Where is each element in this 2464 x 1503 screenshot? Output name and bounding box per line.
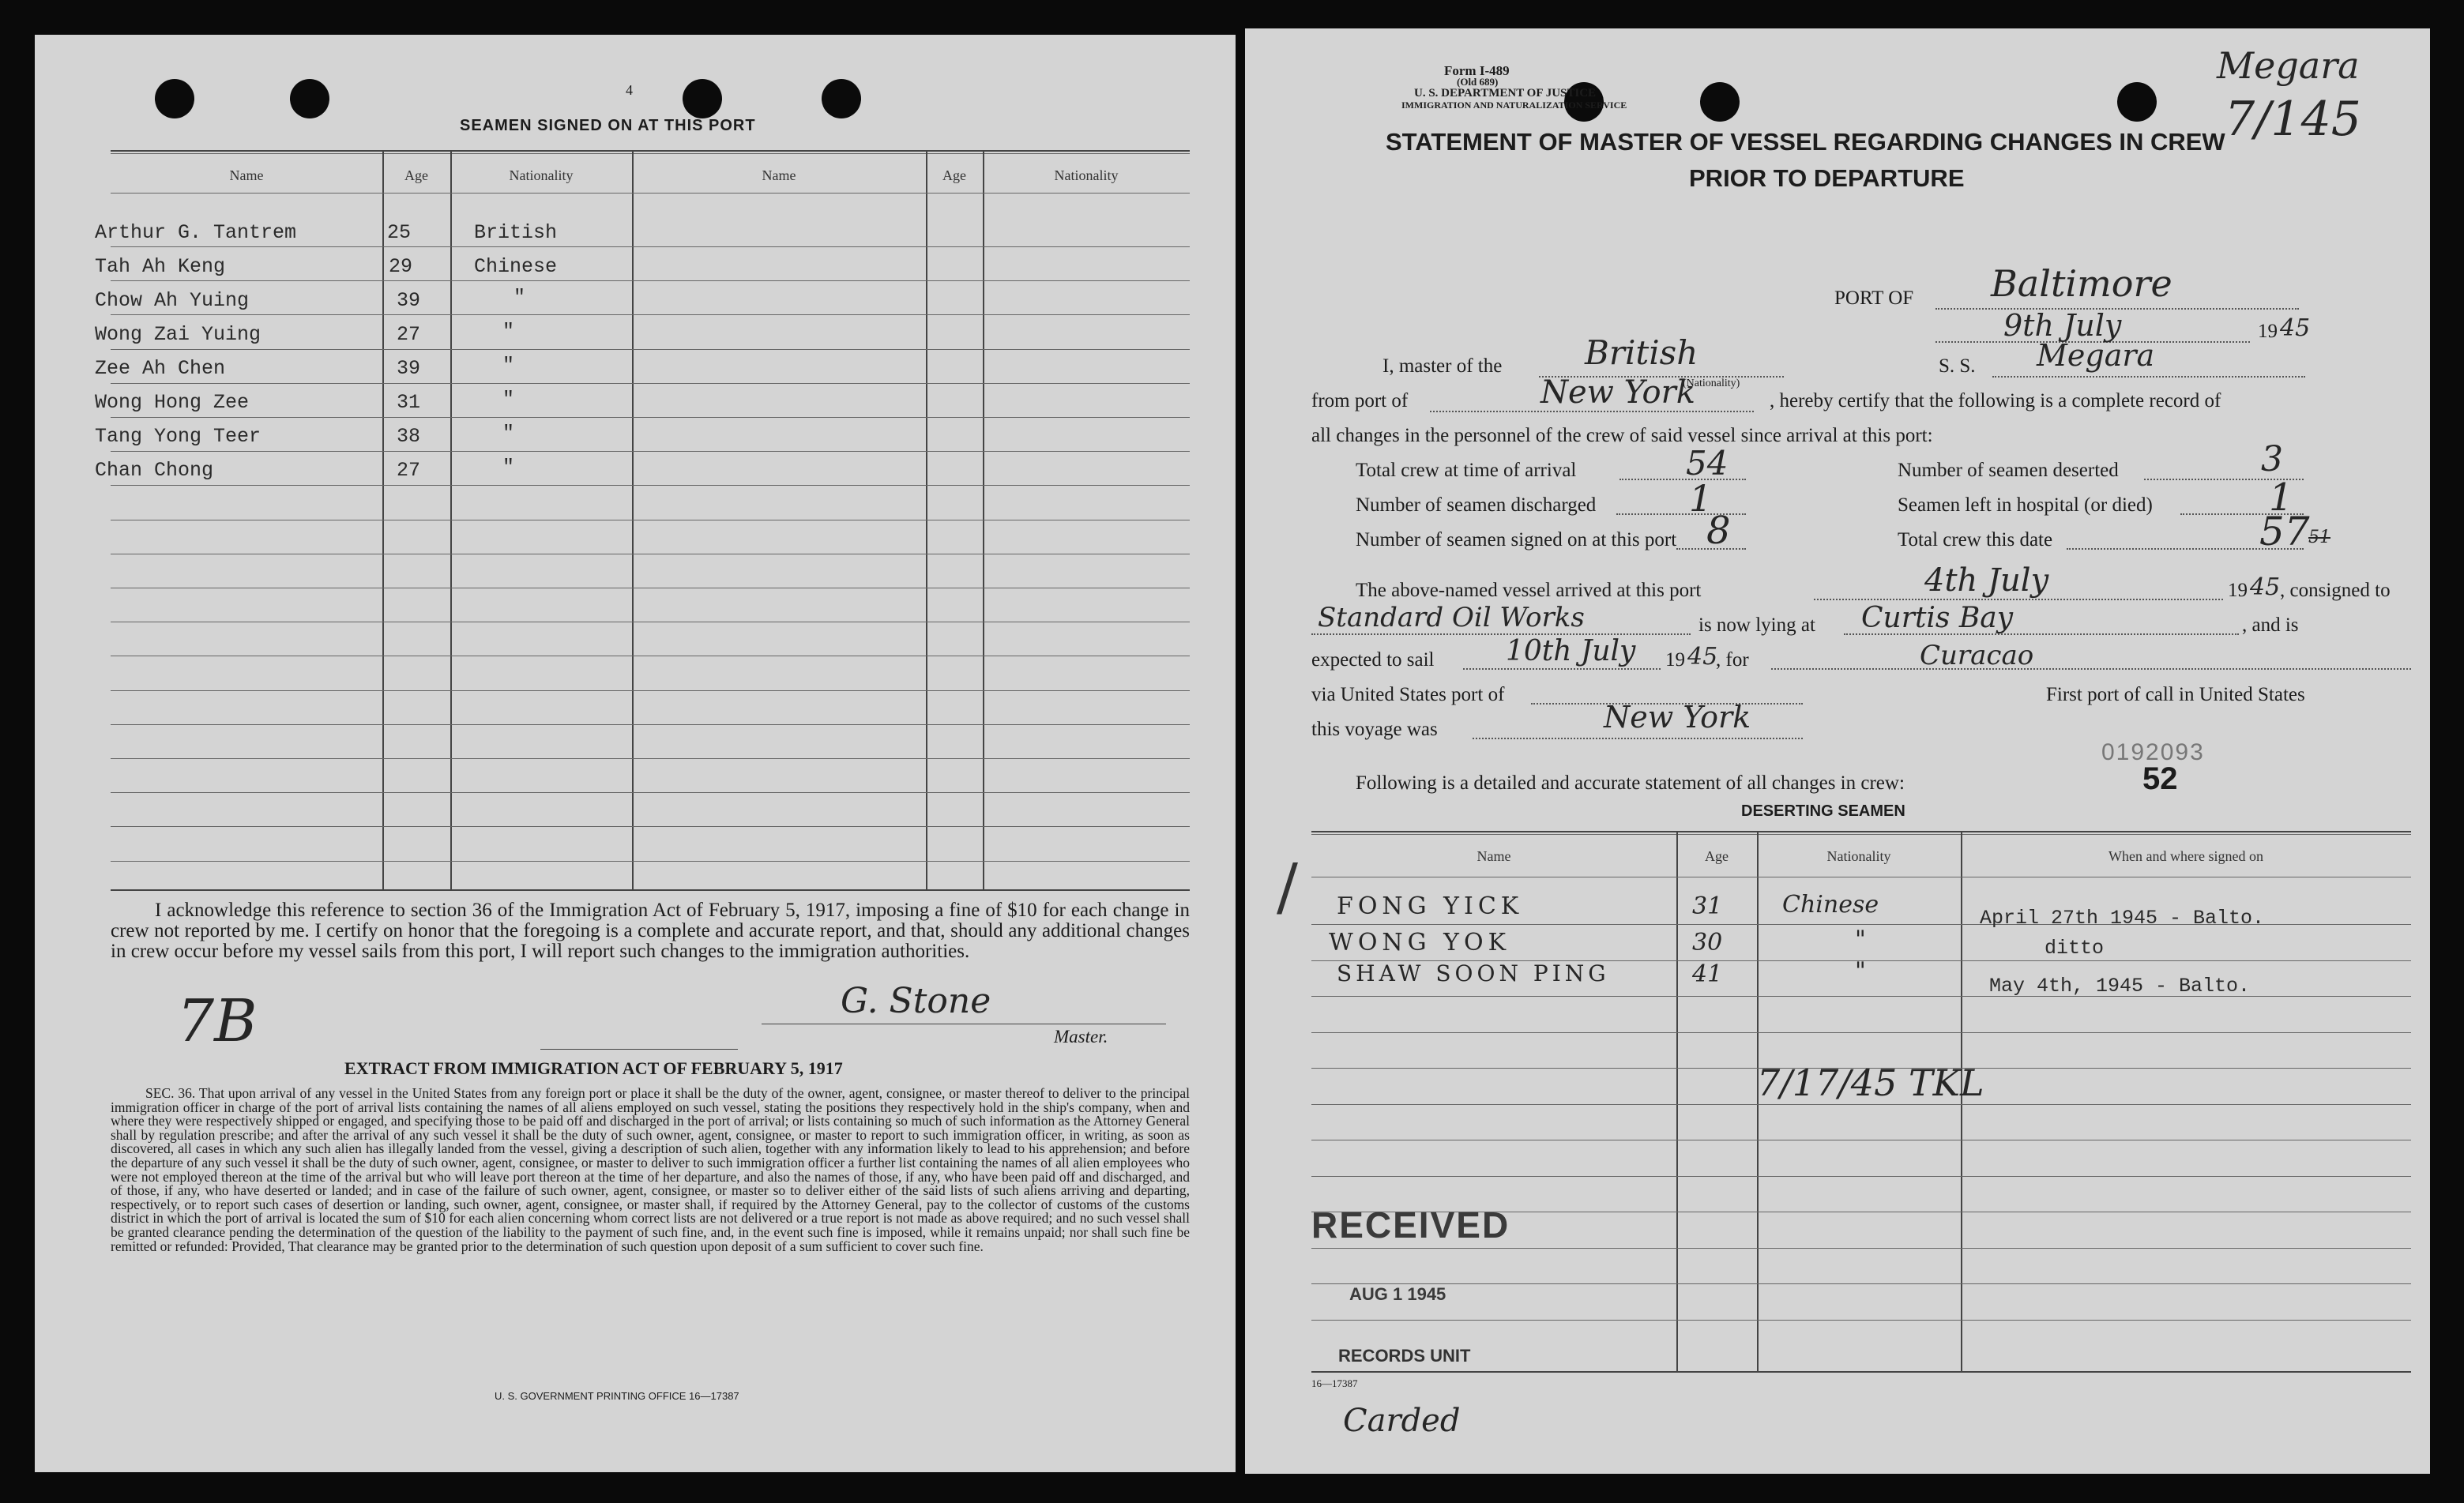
ruled-line bbox=[1311, 1320, 2411, 1321]
from-port-value: New York bbox=[1540, 374, 1695, 411]
seaman-name: Arthur G. Tantrem bbox=[95, 221, 297, 244]
stamp-number: 0192093 bbox=[2101, 739, 2205, 765]
signed-on-label: Number of seamen signed on at this port bbox=[1356, 529, 1677, 550]
ship-name: Megara bbox=[2037, 338, 2155, 373]
seaman-nationality: British bbox=[474, 221, 558, 244]
ruled-line bbox=[111, 690, 1190, 691]
col-header-age: Age bbox=[404, 167, 428, 183]
footer-code: 16—17387 bbox=[1311, 1377, 1358, 1389]
carded-note: Carded bbox=[1343, 1403, 1461, 1439]
arrived-date: 4th July bbox=[1924, 562, 2049, 599]
sail-date: 10th July bbox=[1506, 635, 1636, 667]
from-port-label: from port of bbox=[1311, 390, 1409, 411]
seaman-name: Tang Yong Teer bbox=[95, 425, 261, 448]
deserter-name: SHAW SOON PING bbox=[1337, 960, 1610, 986]
consigned-label: , consigned to bbox=[2280, 580, 2391, 601]
col-header-age-2: Age bbox=[942, 167, 966, 183]
ruled-line bbox=[1311, 1248, 2411, 1249]
ruled-line bbox=[111, 383, 1190, 384]
col-header-signed-on: When and where signed on bbox=[2109, 848, 2263, 864]
deserter-signed-on: April 27th 1945 - Balto. bbox=[1980, 907, 2265, 930]
col-header-name: Name bbox=[1477, 848, 1511, 864]
col-header-age: Age bbox=[1705, 848, 1729, 864]
lying-label: is now lying at bbox=[1698, 614, 1815, 636]
seaman-name: Wong Zai Yuing bbox=[95, 323, 261, 346]
seaman-age: 29 bbox=[389, 255, 413, 278]
corner-ship-note: Megara bbox=[2217, 44, 2360, 87]
seaman-nationality: " bbox=[502, 320, 515, 343]
total-date-label: Total crew this date bbox=[1898, 529, 2053, 550]
deserter-nationality: " bbox=[1855, 957, 1866, 985]
following-label: Following is a detailed and accurate statement of all changes in crew: bbox=[1356, 772, 1905, 794]
punch-hole bbox=[1700, 82, 1740, 122]
form-old: (Old 689) bbox=[1457, 76, 1499, 88]
voyage-value: New York bbox=[1604, 700, 1751, 735]
ruled-line bbox=[111, 792, 1190, 793]
records-unit-stamp: RECORDS UNIT bbox=[1338, 1346, 1471, 1366]
section-title: SEAMEN SIGNED ON AT THIS PORT bbox=[460, 117, 756, 134]
col-header-nationality: Nationality bbox=[509, 167, 574, 183]
deserter-age: 30 bbox=[1692, 929, 1723, 956]
certify-text-2: all changes in the personnel of the crew of said vessel since arrival at this port: bbox=[1311, 425, 1933, 446]
seaman-age: 39 bbox=[397, 289, 421, 312]
service: IMMIGRATION AND NATURALIZATION SERVICE bbox=[1401, 100, 1627, 111]
received-date-stamp: AUG 1 1945 bbox=[1349, 1284, 1446, 1304]
seaman-nationality: " bbox=[502, 456, 515, 479]
master-signature: G. Stone bbox=[841, 981, 991, 1021]
ss-label: S. S. bbox=[1939, 355, 1976, 377]
deserted-label: Number of seamen deserted bbox=[1898, 460, 2119, 481]
ruled-line bbox=[111, 724, 1190, 725]
col-header-nationality: Nationality bbox=[1826, 848, 1891, 864]
seaman-nationality: Chinese bbox=[474, 255, 558, 278]
corner-number: 7/145 bbox=[2225, 92, 2361, 147]
seaman-name: Chan Chong bbox=[95, 459, 214, 482]
left-page bbox=[35, 35, 1236, 1472]
date-scribble: 7/17/45 TKL bbox=[1757, 1061, 1984, 1104]
sail-year: 19 bbox=[1665, 649, 1685, 671]
page-number: 4 bbox=[626, 82, 633, 98]
col-header-name: Name bbox=[229, 167, 264, 183]
port-label: PORT OF bbox=[1834, 287, 1914, 309]
via-label: via United States port of bbox=[1311, 684, 1505, 705]
punch-hole bbox=[290, 79, 329, 118]
seaman-age: 38 bbox=[397, 425, 421, 448]
seaman-name: Chow Ah Yuing bbox=[95, 289, 250, 312]
seaman-nationality: " bbox=[502, 388, 515, 411]
first-port-label: First port of call in United States bbox=[2046, 684, 2305, 705]
col-header-nationality-2: Nationality bbox=[1054, 167, 1119, 183]
signed-on-value: 8 bbox=[1706, 509, 1731, 553]
consignee: Standard Oil Works bbox=[1318, 602, 1585, 633]
received-stamp: RECEIVED bbox=[1311, 1204, 1510, 1246]
seaman-age: 31 bbox=[397, 391, 421, 414]
printing-office: U. S. GOVERNMENT PRINTING OFFICE 16—17387 bbox=[495, 1390, 739, 1402]
punch-hole bbox=[155, 79, 194, 118]
for-value: Curacao bbox=[1920, 640, 2034, 671]
ruled-line bbox=[111, 417, 1190, 418]
extract-title: EXTRACT FROM IMMIGRATION ACT OF FEBRUARY 5, 1917 bbox=[344, 1058, 843, 1078]
col-header-name-2: Name bbox=[762, 167, 796, 183]
expected-label: expected to sail bbox=[1311, 649, 1435, 671]
lying-value: Curtis Bay bbox=[1861, 602, 2014, 634]
ruled-line bbox=[111, 280, 1190, 281]
deserter-nationality: Chinese bbox=[1782, 891, 1879, 919]
deserter-signed-on: ditto bbox=[2045, 937, 2105, 960]
margin-note: 7B bbox=[177, 987, 258, 1055]
arrived-year: 19 bbox=[2228, 580, 2248, 601]
voyage-label: this voyage was bbox=[1311, 719, 1438, 740]
seaman-name: Wong Hong Zee bbox=[95, 391, 250, 414]
hospital-label: Seamen left in hospital (or died) bbox=[1898, 494, 2153, 516]
for-label: , for bbox=[1716, 649, 1749, 671]
deserter-name: WONG YOK bbox=[1329, 929, 1510, 956]
date-value: 9th July bbox=[2003, 308, 2122, 343]
statute-text: SEC. 36. That upon arrival of any vessel in the United States from any foreign port or place it shall be the duty of the owner, agent, consignee, or master thereof to deliver to the principal immigration officer in charge of the port of arrival lists containing the names of all aliens employed on such vessel, stating the positions they respectively hold in the ship's company, when and where they were respectively shipped or engaged, and specifying those to be paid off and discharged in the port of arrival; or lists containing so much of such information as the Attorney General shall by regulation prescribe; and after the arrival of any such vessel it shall be the duty of such owner, agent, consignee, or master to report to such immigration officer, in writing, as soon as discovered, all cases in which any such alien has illegally landed from the vessel, giving a description of such alien, together with any information likely to lead to his apprehension; and before the departure of any such vessel it shall be the duty of such owner, agent, consignee, or master to deliver to such immigration officer a further list containing the names of all alien employees who were not employed thereon at the time of the arrival but who will leave port thereon at the time of her departure, and also the names of those, if any, who have been paid off and discharged, and of those, if any, who have deserted or landed; and in case of the failure of such owner, agent, consignee, or master so to deliver either of the said lists of such aliens arriving and departing, respectively, or to report such cases of desertion or landing, such owner, agent, consignee, or master shall, if required by the Attorney General, pay to the collector of customs of the customs district in which the port of arrival is located the sum of $10 for each alien concerning whom correct lists are not delivered or a true report is not made as above required; and no such vessel shall be granted clearance pending the determination of the question of the liability to the payment of such fine, and, in the event such fine is imposed, while it remains unpaid; nor shall such fine be remitted or refunded: Provided, That clearance may be granted prior to the determination of such question upon deposit of a sum sufficient to cover such fine. bbox=[111, 1085, 1190, 1254]
deserting-title: DESERTING SEAMEN bbox=[1741, 802, 1905, 820]
year-value: 45 bbox=[2280, 314, 2311, 342]
seaman-nationality: " bbox=[502, 422, 515, 445]
total-date-value: 57 bbox=[2259, 509, 2310, 554]
seaman-name: Zee Ah Chen bbox=[95, 357, 226, 380]
form-number: Form I-489 bbox=[1444, 63, 1510, 78]
seaman-nationality: " bbox=[502, 354, 515, 377]
ruled-line bbox=[1311, 1283, 2411, 1284]
total-arrival-value: 54 bbox=[1686, 444, 1729, 483]
and-is-label: , and is bbox=[2242, 614, 2299, 636]
discharged-label: Number of seamen discharged bbox=[1356, 494, 1597, 516]
ruled-line bbox=[111, 246, 1190, 247]
seaman-name: Tah Ah Keng bbox=[95, 255, 226, 278]
nationality-caption: (Nationality) bbox=[1683, 378, 1740, 389]
punch-hole bbox=[683, 79, 722, 118]
ruled-line bbox=[1311, 1032, 2411, 1033]
sail-year-value: 45 bbox=[1687, 643, 1718, 671]
seaman-nationality: " bbox=[513, 286, 526, 309]
ruled-line bbox=[111, 349, 1190, 350]
total-arrival-label: Total crew at time of arrival bbox=[1356, 460, 1577, 481]
form-title-2: PRIOR TO DEPARTURE bbox=[1689, 164, 1965, 192]
seaman-age: 25 bbox=[387, 221, 412, 244]
department: U. S. DEPARTMENT OF JUSTICE bbox=[1414, 87, 1597, 100]
arrived-year-value: 45 bbox=[2250, 573, 2281, 601]
ruled-line bbox=[111, 485, 1190, 486]
ruled-line bbox=[111, 826, 1190, 827]
seaman-age: 27 bbox=[397, 323, 421, 346]
deserter-age: 31 bbox=[1692, 892, 1723, 920]
ruled-line bbox=[1311, 1176, 2411, 1177]
nationality-value: British bbox=[1585, 333, 1698, 372]
punch-hole bbox=[2117, 82, 2157, 122]
port-value: Baltimore bbox=[1991, 262, 2172, 305]
certify-text: , hereby certify that the following is a complete record of bbox=[1770, 390, 2221, 411]
seaman-age: 39 bbox=[397, 357, 421, 380]
changes-number: 52 bbox=[2142, 761, 2178, 796]
master-of-the-label: I, master of the bbox=[1382, 355, 1503, 377]
deserted-value: 3 bbox=[2261, 439, 2283, 479]
ruled-line bbox=[111, 861, 1190, 862]
deserter-signed-on: May 4th, 1945 - Balto. bbox=[1989, 975, 2251, 998]
right-page bbox=[1245, 28, 2430, 1474]
acknowledgement-text: I acknowledge this reference to section 36 of the Immigration Act of February 5, 1917, imposing a fine of $10 for each change in crew not reported by me. I certify on honor that the foregoing is a complete and accurate report, and that, should any additional changes in crew occur before my vessel sails from this port, I will report such changes to the immigration authorities. bbox=[111, 900, 1190, 962]
arrived-label: The above-named vessel arrived at this port bbox=[1356, 580, 1702, 601]
check-mark: / bbox=[1277, 850, 1298, 923]
discharged-value: 1 bbox=[1689, 477, 1713, 520]
total-date-struck: 51 bbox=[2308, 528, 2330, 547]
deserter-age: 41 bbox=[1692, 960, 1723, 988]
form-title: STATEMENT OF MASTER OF VESSEL REGARDING CHANGES IN CREW bbox=[1386, 128, 2225, 156]
ruled-line bbox=[111, 758, 1190, 759]
deserter-nationality: " bbox=[1855, 926, 1866, 953]
seaman-age: 27 bbox=[397, 459, 421, 482]
ruled-line bbox=[111, 451, 1190, 452]
master-label: Master. bbox=[1054, 1027, 1108, 1046]
year-prefix: 19 bbox=[2258, 321, 2278, 342]
hospital-value: 1 bbox=[2269, 475, 2293, 520]
punch-hole bbox=[822, 79, 861, 118]
deserter-name: FONG YICK bbox=[1337, 892, 1524, 920]
ruled-line bbox=[111, 314, 1190, 315]
